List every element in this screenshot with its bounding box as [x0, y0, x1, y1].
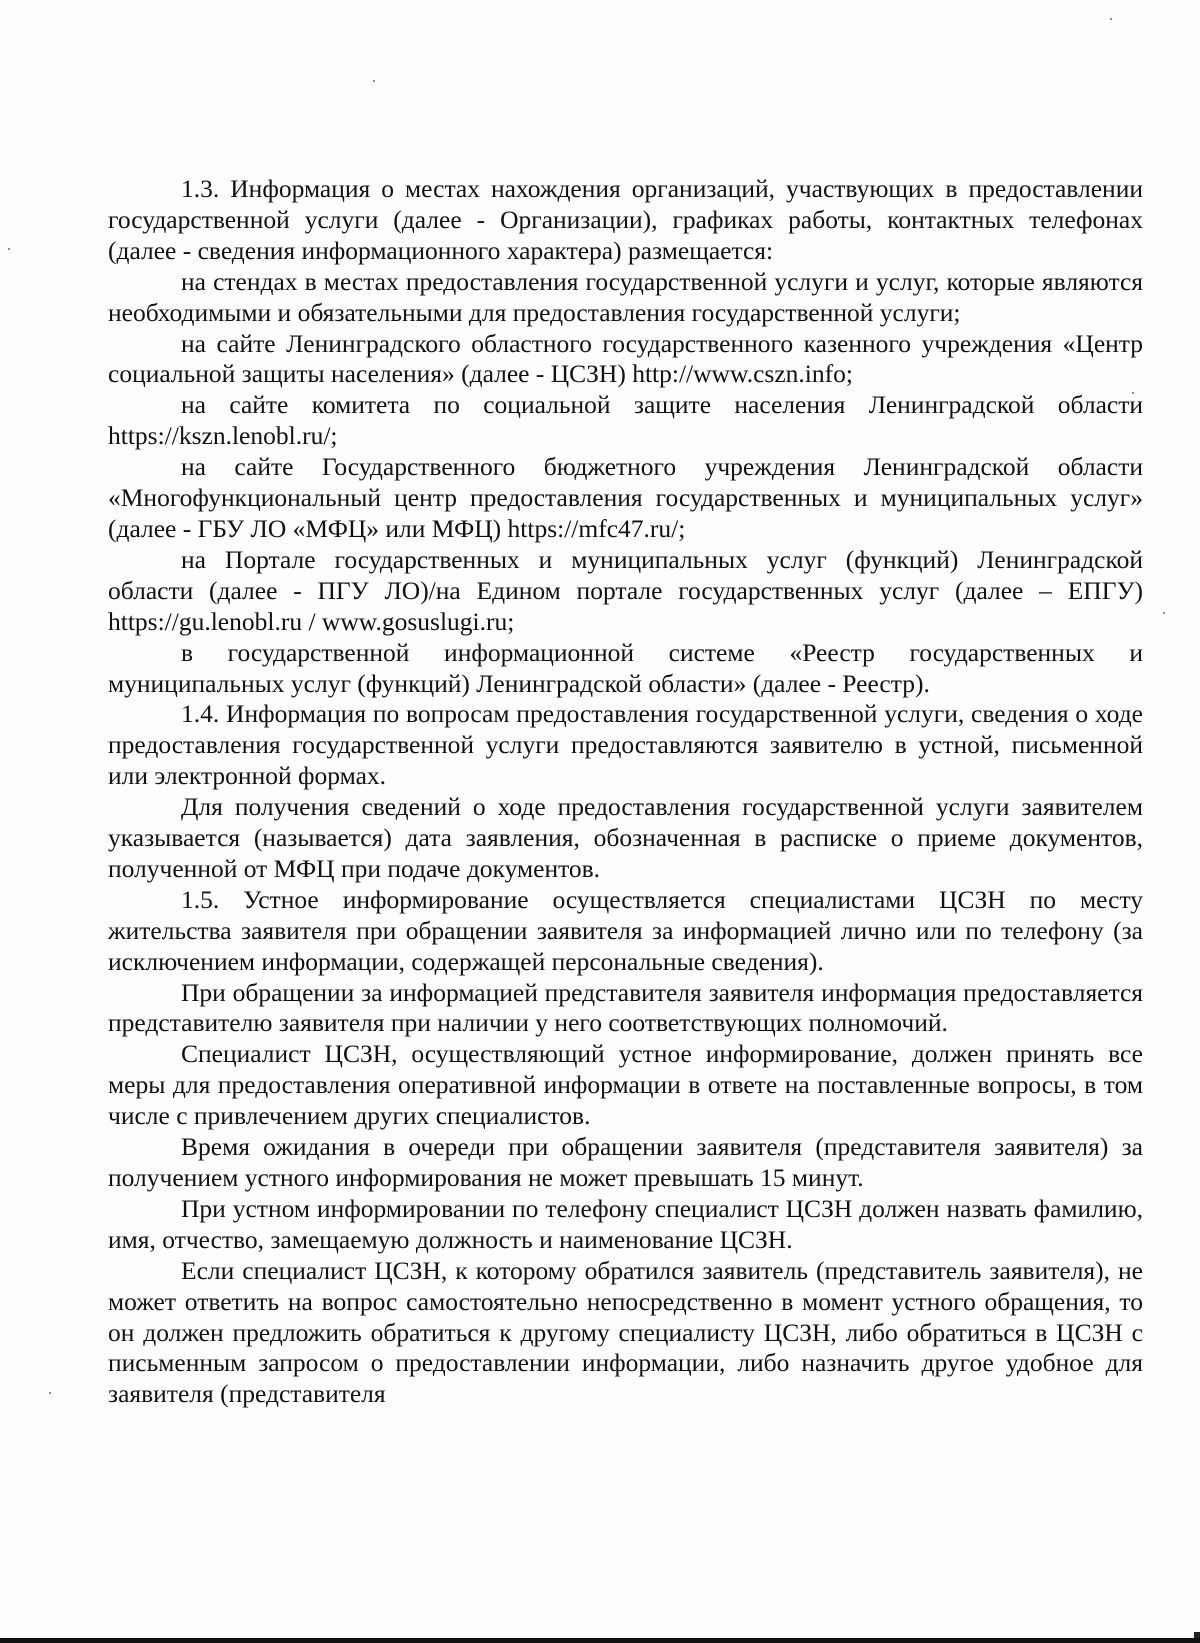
paragraph-phone-info: При устном информировании по телефону специалист ЦСЗН должен назвать фамилию, имя, отчество, замещаемую должность и наименование ЦСЗН. [108, 1193, 1143, 1254]
scan-speck [1110, 18, 1112, 20]
paragraph-status-info: Для получения сведений о ходе предоставления государственной услуги заявителем указывается (называется) дата заявления, обозначенная в расписке о приеме документов, полученной от МФЦ при подаче документов. [108, 792, 1143, 883]
scan-speck [1163, 612, 1165, 614]
paragraph-1-3: 1.3. Информация о местах нахождения организаций, участвующих в предоставлении государственной услуги (далее - Организации), графиках работы, контактных телефонах (далее - сведения информационного характера) размещается: [108, 174, 1143, 265]
paragraph-mfc-site: на сайте Государственного бюджетного учреждения Ленинградской области «Многофункциональный центр предоставления государственных и муниципальных услуг» (далее - ГБУ ЛО «МФЦ» или МФЦ) https://mfc47.ru/; [108, 452, 1143, 543]
paragraph-cszn-site: на сайте Ленинградского областного государственного казенного учреждения «Центр социальной защиты населения» (далее - ЦСЗН) http://www.cszn.info; [108, 328, 1143, 389]
paragraph-redirect: Если специалист ЦСЗН, к которому обратился заявитель (представитель заявителя), не может ответить на вопрос самостоятельно непосредственно в момент устного обращения, то он должен предложить обратиться к другому специалисту ЦСЗН, либо обратиться в ЦСЗН с письменным запросом о предоставлении информации, либо назначить другое удобное для заявителя (представителя [108, 1255, 1143, 1409]
scan-speck [8, 248, 10, 250]
scan-speck [49, 1392, 51, 1394]
paragraph-stands: на стендах в местах предоставления государственной услуги и услуг, которые являются необходимыми и обязательными для предоставления государственной услуги; [108, 266, 1143, 327]
paragraph-portal: на Портале государственных и муниципальных услуг (функций) Ленинградской области (далее - ПГУ ЛО)/на Едином портале государственных услуг (далее – ЕПГУ) https://gu.lenobl.ru / www.gosuslugi.ru; [108, 544, 1143, 636]
paragraph-registry: в государственной информационной системе «Реестр государственных и муниципальных услуг (функций) Ленинградской области» (далее - Реестр). [108, 637, 1143, 698]
paragraph-kszn-site: на сайте комитета по социальной защите населения Ленинградской области https://kszn.lenobl.ru/; [108, 390, 1143, 451]
paragraph-1-4: 1.4. Информация по вопросам предоставления государственной услуги, сведения о ходе предоставления государственной услуги предоставляются заявителю в устной, письменной или электронной формах. [108, 699, 1143, 791]
scan-speck [373, 80, 375, 82]
paragraph-1-5: 1.5. Устное информирование осуществляется специалистами ЦСЗН по месту жительства заявителя при обращении заявителя за информацией лично или по телефону (за исключением информации, содержащей персональные сведения). [108, 884, 1143, 976]
paragraph-specialist: Специалист ЦСЗН, осуществляющий устное информирование, должен принять все меры для предоставления оперативной информации в ответе на поставленные вопросы, в том числе с привлечением других специалистов. [108, 1039, 1143, 1131]
scan-bottom-border [0, 1638, 1200, 1643]
paragraph-waiting-time: Время ожидания в очереди при обращении заявителя (представителя заявителя) за получением устного информирования не может превышать 15 минут. [108, 1132, 1143, 1192]
document-body [108, 174, 1143, 1410]
paragraph-representative: При обращении за информацией представителя заявителя информация предоставляется представителю заявителя при наличии у него соответствующих полномочий. [108, 977, 1143, 1038]
